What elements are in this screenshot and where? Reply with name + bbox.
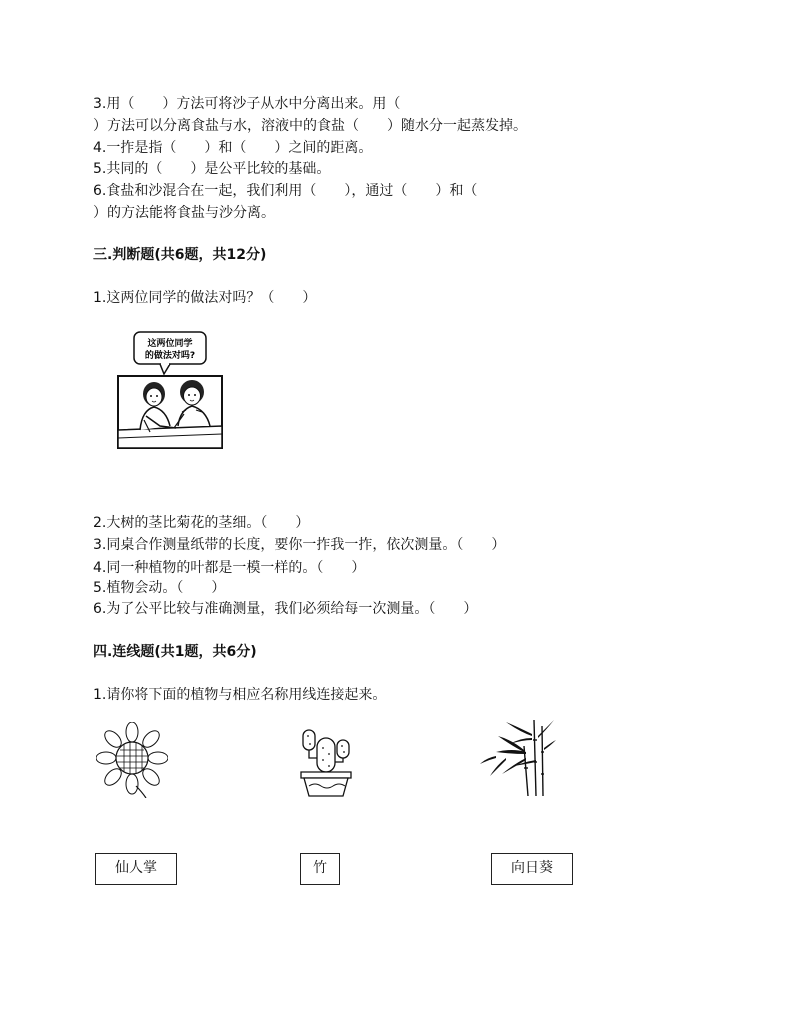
bamboo-icon[interactable] <box>476 716 558 798</box>
fill-question-5: 5.共同的（ ）是公平比较的基础。 <box>93 161 331 177</box>
cactus-icon[interactable] <box>295 724 357 798</box>
section-3-heading: 三.判断题(共6题，共12分) <box>93 247 267 263</box>
name-box-bamboo[interactable]: 竹 <box>300 853 340 885</box>
name-box-cactus[interactable]: 仙人掌 <box>95 853 177 885</box>
match-question-1: 1.请你将下面的植物与相应名称用线连接起来。 <box>93 687 387 703</box>
fill-question-6-line-1: 6.食盐和沙混合在一起，我们利用（ ），通过（ ）和（ <box>93 183 478 199</box>
bubble-text-line-2: 的做法对吗? <box>144 351 196 361</box>
judge-question-4: 4.同一种植物的叶都是一模一样的。（ ） <box>93 560 366 576</box>
fill-question-3-line-1: 3.用（ ）方法可将沙子从水中分离出来。用（ <box>93 96 401 112</box>
judge-question-3: 3.同桌合作测量纸带的长度，要你一拃我一拃，依次测量。（ ） <box>93 537 506 553</box>
fill-question-6-line-2: ）的方法能将食盐与沙分离。 <box>93 205 275 221</box>
section-4-heading: 四.连线题(共1题，共6分) <box>93 644 257 660</box>
judge-question-6: 6.为了公平比较与准确测量，我们必须给每一次测量。（ ） <box>93 601 478 617</box>
judge-question-2: 2.大树的茎比菊花的茎细。（ ） <box>93 515 310 531</box>
bubble-text-line-1: 这两位同学 <box>147 339 193 349</box>
fill-question-4: 4.一拃是指（ ）和（ ）之间的距离。 <box>93 140 373 156</box>
two-students-illustration <box>116 330 224 452</box>
judge-question-5: 5.植物会动。（ ） <box>93 580 226 596</box>
judge-question-1: 1.这两位同学的做法对吗？（ ） <box>93 290 317 306</box>
name-box-sunflower[interactable]: 向日葵 <box>491 853 573 885</box>
fill-question-3-line-2: ）方法可以分离食盐与水，溶液中的食盐（ ）随水分一起蒸发掉。 <box>93 118 527 134</box>
sunflower-icon[interactable] <box>96 722 168 798</box>
